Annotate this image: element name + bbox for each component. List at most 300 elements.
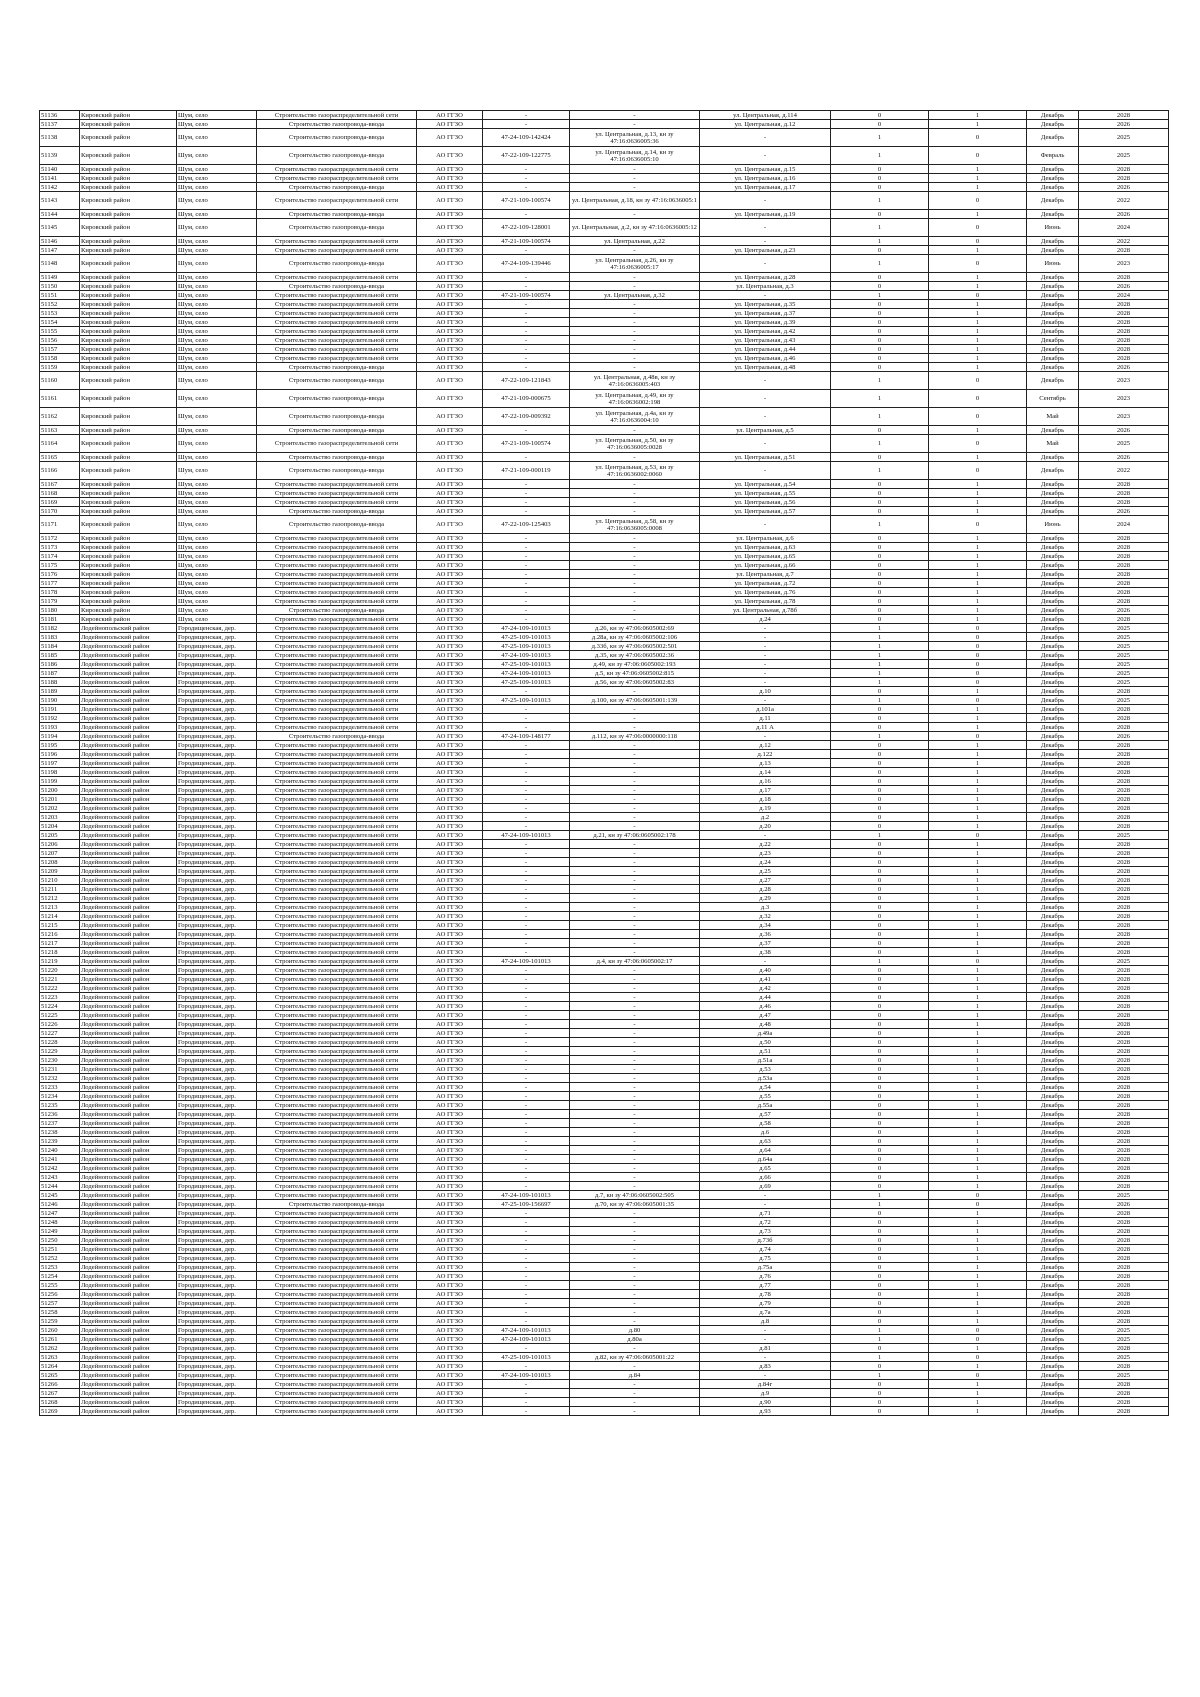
cadastral-address-cell: - (570, 1002, 700, 1011)
year-cell: 2028 (1079, 804, 1169, 813)
year-cell: 2022 (1079, 462, 1169, 480)
month-cell: Декабрь (1027, 705, 1079, 714)
operator-cell: АО ГГЗО (417, 1317, 483, 1326)
table-row (40, 183, 1169, 192)
month-cell: Декабрь (1027, 984, 1079, 993)
contract-cell: - (483, 795, 570, 804)
address-cell: д.9 (700, 1389, 831, 1398)
work-type-cell: Строительство газораспределительной сети (257, 174, 417, 183)
operator-cell: АО ГГЗО (417, 327, 483, 336)
settlement-cell: Городищенская, дер. (177, 975, 257, 984)
address-cell: д.28 (700, 885, 831, 894)
district-cell: Кировский район (80, 363, 177, 372)
work-type-cell: Строительство газораспределительной сети (257, 1047, 417, 1056)
table-row (40, 480, 1169, 489)
month-cell: Декабрь (1027, 1002, 1079, 1011)
work-type-cell: Строительство газораспределительной сети (257, 1371, 417, 1380)
operator-cell: АО ГГЗО (417, 147, 483, 165)
work-type-cell: Строительство газораспределительной сети (257, 192, 417, 210)
operator-cell: АО ГГЗО (417, 930, 483, 939)
work-type-cell: Строительство газораспределительной сети (257, 354, 417, 363)
contract-cell: - (483, 345, 570, 354)
cadastral-address-cell: - (570, 507, 700, 516)
address-cell: д.69 (700, 1182, 831, 1191)
year-cell: 2028 (1079, 1344, 1169, 1353)
cadastral-address-cell: - (570, 1128, 700, 1137)
settlement-cell: Городищенская, дер. (177, 768, 257, 777)
count-b-cell: 0 (929, 642, 1027, 651)
contract-cell: - (483, 1056, 570, 1065)
count-b-cell: 1 (929, 1272, 1027, 1281)
month-cell: Декабрь (1027, 849, 1079, 858)
district-cell: Кировский район (80, 237, 177, 246)
row-number: 51193 (40, 723, 80, 732)
operator-cell: АО ГГЗО (417, 507, 483, 516)
table-row (40, 1317, 1169, 1326)
contract-cell: - (483, 426, 570, 435)
operator-cell: АО ГГЗО (417, 705, 483, 714)
count-a-cell: 0 (831, 912, 929, 921)
count-b-cell: 0 (929, 669, 1027, 678)
address-cell: - (700, 1191, 831, 1200)
month-cell: Декабрь (1027, 1047, 1079, 1056)
cadastral-address-cell: - (570, 1218, 700, 1227)
operator-cell: АО ГГЗО (417, 822, 483, 831)
count-b-cell: 0 (929, 408, 1027, 426)
district-cell: Кировский район (80, 354, 177, 363)
row-number: 51241 (40, 1155, 80, 1164)
year-cell: 2028 (1079, 1047, 1169, 1056)
address-cell: ул. Центральная, д.78б (700, 606, 831, 615)
work-type-cell: Строительство газораспределительной сети (257, 903, 417, 912)
settlement-cell: Городищенская, дер. (177, 930, 257, 939)
row-number: 51188 (40, 678, 80, 687)
row-number: 51180 (40, 606, 80, 615)
operator-cell: АО ГГЗО (417, 1362, 483, 1371)
count-a-cell: 0 (831, 822, 929, 831)
table-row (40, 930, 1169, 939)
count-b-cell: 1 (929, 1362, 1027, 1371)
cadastral-address-cell: д.80а (570, 1335, 700, 1344)
table-row (40, 903, 1169, 912)
contract-cell: - (483, 1281, 570, 1290)
address-cell: - (700, 696, 831, 705)
contract-cell: - (483, 1209, 570, 1218)
year-cell: 2028 (1079, 615, 1169, 624)
district-cell: Кировский район (80, 534, 177, 543)
work-type-cell: Строительство газораспределительной сети (257, 1308, 417, 1317)
row-number: 51267 (40, 1389, 80, 1398)
work-type-cell: Строительство газораспределительной сети (257, 777, 417, 786)
work-type-cell: Строительство газораспределительной сети (257, 1209, 417, 1218)
cadastral-address-cell: - (570, 1182, 700, 1191)
work-type-cell: Строительство газораспределительной сети (257, 1056, 417, 1065)
table-row (40, 1353, 1169, 1362)
settlement-cell: Городищенская, дер. (177, 1173, 257, 1182)
count-a-cell: 1 (831, 1191, 929, 1200)
table-row (40, 1191, 1169, 1200)
year-cell: 2028 (1079, 1092, 1169, 1101)
district-cell: Лодейнопольский район (80, 1335, 177, 1344)
cadastral-address-cell: ул. Центральная, д.48в, кн зу 47:16:0636005:403 (570, 372, 700, 390)
operator-cell: АО ГГЗО (417, 678, 483, 687)
settlement-cell: Городищенская, дер. (177, 633, 257, 642)
cadastral-address-cell: - (570, 867, 700, 876)
contract-cell: - (483, 1308, 570, 1317)
cadastral-address-cell: - (570, 849, 700, 858)
district-cell: Лодейнопольский район (80, 813, 177, 822)
row-number: 51269 (40, 1407, 80, 1416)
district-cell: Лодейнопольский район (80, 723, 177, 732)
district-cell: Лодейнопольский район (80, 1263, 177, 1272)
year-cell: 2028 (1079, 1029, 1169, 1038)
cadastral-address-cell: - (570, 759, 700, 768)
count-b-cell: 1 (929, 579, 1027, 588)
month-cell: Декабрь (1027, 1254, 1079, 1263)
table-row (40, 300, 1169, 309)
work-type-cell: Строительство газораспределительной сети (257, 633, 417, 642)
row-number: 51256 (40, 1290, 80, 1299)
district-cell: Лодейнопольский район (80, 867, 177, 876)
operator-cell: АО ГГЗО (417, 714, 483, 723)
address-cell: - (700, 408, 831, 426)
contract-cell: - (483, 840, 570, 849)
cadastral-address-cell: - (570, 1101, 700, 1110)
district-cell: Кировский район (80, 210, 177, 219)
district-cell: Лодейнопольский район (80, 930, 177, 939)
address-cell: ул. Центральная, д.12 (700, 120, 831, 129)
cadastral-address-cell: - (570, 183, 700, 192)
contract-cell: - (483, 165, 570, 174)
month-cell: Декабрь (1027, 1353, 1079, 1362)
settlement-cell: Городищенская, дер. (177, 840, 257, 849)
count-b-cell: 1 (929, 1020, 1027, 1029)
address-cell: ул. Центральная, д.5 (700, 426, 831, 435)
settlement-cell: Городищенская, дер. (177, 678, 257, 687)
cadastral-address-cell: - (570, 894, 700, 903)
row-number: 51243 (40, 1173, 80, 1182)
contract-cell: - (483, 309, 570, 318)
cadastral-address-cell: - (570, 1281, 700, 1290)
month-cell: Декабрь (1027, 696, 1079, 705)
work-type-cell: Строительство газораспределительной сети (257, 111, 417, 120)
year-cell: 2028 (1079, 588, 1169, 597)
contract-cell: 47-25-109-101013 (483, 660, 570, 669)
table-row (40, 1047, 1169, 1056)
count-b-cell: 1 (929, 480, 1027, 489)
work-type-cell: Строительство газопровода-ввода (257, 732, 417, 741)
table-row (40, 1371, 1169, 1380)
count-a-cell: 0 (831, 606, 929, 615)
count-b-cell: 1 (929, 489, 1027, 498)
table-row (40, 741, 1169, 750)
settlement-cell: Городищенская, дер. (177, 1236, 257, 1245)
district-cell: Кировский район (80, 615, 177, 624)
count-b-cell: 1 (929, 1317, 1027, 1326)
cadastral-address-cell: - (570, 579, 700, 588)
settlement-cell: Городищенская, дер. (177, 912, 257, 921)
settlement-cell: Городищенская, дер. (177, 1191, 257, 1200)
count-b-cell: 1 (929, 300, 1027, 309)
month-cell: Декабрь (1027, 273, 1079, 282)
operator-cell: АО ГГЗО (417, 921, 483, 930)
operator-cell: АО ГГЗО (417, 1137, 483, 1146)
cadastral-address-cell: ул. Центральная, д.58, кн зу 47:16:0636005:0008 (570, 516, 700, 534)
month-cell: Декабрь (1027, 480, 1079, 489)
contract-cell: - (483, 1083, 570, 1092)
month-cell: Декабрь (1027, 921, 1079, 930)
operator-cell: АО ГГЗО (417, 1038, 483, 1047)
operator-cell: АО ГГЗО (417, 336, 483, 345)
settlement-cell: Городищенская, дер. (177, 723, 257, 732)
cadastral-address-cell: - (570, 561, 700, 570)
table-row (40, 624, 1169, 633)
count-b-cell: 1 (929, 849, 1027, 858)
contract-cell: - (483, 768, 570, 777)
work-type-cell: Строительство газораспределительной сети (257, 1074, 417, 1083)
month-cell: Декабрь (1027, 1155, 1079, 1164)
year-cell: 2028 (1079, 1020, 1169, 1029)
table-row (40, 1020, 1169, 1029)
contract-cell: 47-25-109-101013 (483, 678, 570, 687)
address-cell: ул. Центральная, д.43 (700, 336, 831, 345)
district-cell: Кировский район (80, 498, 177, 507)
cadastral-address-cell: - (570, 1038, 700, 1047)
operator-cell: АО ГГЗО (417, 1335, 483, 1344)
count-a-cell: 0 (831, 723, 929, 732)
contract-cell: - (483, 1128, 570, 1137)
cadastral-address-cell: - (570, 1173, 700, 1182)
operator-cell: АО ГГЗО (417, 282, 483, 291)
row-number: 51190 (40, 696, 80, 705)
row-number: 51245 (40, 1191, 80, 1200)
count-b-cell: 0 (929, 291, 1027, 300)
district-cell: Лодейнопольский район (80, 1011, 177, 1020)
count-b-cell: 1 (929, 876, 1027, 885)
table-row (40, 255, 1169, 273)
work-type-cell: Строительство газораспределительной сети (257, 1083, 417, 1092)
contract-cell: 47-25-109-101013 (483, 1353, 570, 1362)
contract-cell: - (483, 588, 570, 597)
cadastral-address-cell: - (570, 1110, 700, 1119)
cadastral-address-cell: д.80 (570, 1326, 700, 1335)
table-row (40, 192, 1169, 210)
district-cell: Лодейнопольский район (80, 1254, 177, 1263)
table-row (40, 210, 1169, 219)
work-type-cell: Строительство газораспределительной сети (257, 759, 417, 768)
settlement-cell: Шум, село (177, 435, 257, 453)
cadastral-address-cell: - (570, 498, 700, 507)
year-cell: 2028 (1079, 561, 1169, 570)
table-row (40, 1389, 1169, 1398)
year-cell: 2028 (1079, 1083, 1169, 1092)
count-b-cell: 1 (929, 1038, 1027, 1047)
contract-cell: - (483, 282, 570, 291)
row-number: 51266 (40, 1380, 80, 1389)
district-cell: Лодейнопольский район (80, 1029, 177, 1038)
district-cell: Лодейнопольский район (80, 912, 177, 921)
count-a-cell: 0 (831, 1299, 929, 1308)
row-number: 51200 (40, 786, 80, 795)
cadastral-address-cell: - (570, 318, 700, 327)
count-a-cell: 0 (831, 615, 929, 624)
row-number: 51205 (40, 831, 80, 840)
year-cell: 2028 (1079, 768, 1169, 777)
year-cell: 2025 (1079, 696, 1169, 705)
work-type-cell: Строительство газораспределительной сети (257, 300, 417, 309)
row-number: 51202 (40, 804, 80, 813)
operator-cell: АО ГГЗО (417, 957, 483, 966)
contract-cell: - (483, 1380, 570, 1389)
count-b-cell: 1 (929, 1110, 1027, 1119)
month-cell: Декабрь (1027, 750, 1079, 759)
year-cell: 2028 (1079, 1137, 1169, 1146)
address-cell: ул. Центральная, д.114 (700, 111, 831, 120)
contract-cell: - (483, 480, 570, 489)
year-cell: 2028 (1079, 849, 1169, 858)
operator-cell: АО ГГЗО (417, 633, 483, 642)
address-cell: - (700, 642, 831, 651)
cadastral-address-cell: д.56, кн зу 47:06:0605002:83 (570, 678, 700, 687)
address-cell: - (700, 1353, 831, 1362)
cadastral-address-cell: - (570, 111, 700, 120)
settlement-cell: Городищенская, дер. (177, 1110, 257, 1119)
table-row (40, 1227, 1169, 1236)
count-b-cell: 0 (929, 219, 1027, 237)
operator-cell: АО ГГЗО (417, 795, 483, 804)
count-b-cell: 0 (929, 696, 1027, 705)
settlement-cell: Шум, село (177, 255, 257, 273)
operator-cell: АО ГГЗО (417, 1173, 483, 1182)
count-b-cell: 1 (929, 354, 1027, 363)
work-type-cell: Строительство газопровода-ввода (257, 129, 417, 147)
row-number: 51151 (40, 291, 80, 300)
address-cell: д.22 (700, 840, 831, 849)
month-cell: Июнь (1027, 516, 1079, 534)
year-cell: 2026 (1079, 210, 1169, 219)
district-cell: Кировский район (80, 129, 177, 147)
row-number: 51223 (40, 993, 80, 1002)
table-row (40, 1056, 1169, 1065)
settlement-cell: Городищенская, дер. (177, 831, 257, 840)
month-cell: Май (1027, 408, 1079, 426)
address-cell: - (700, 957, 831, 966)
address-cell: ул. Центральная, д.37 (700, 309, 831, 318)
district-cell: Кировский район (80, 390, 177, 408)
work-type-cell: Строительство газораспределительной сети (257, 1191, 417, 1200)
table-row (40, 1038, 1169, 1047)
district-cell: Лодейнопольский район (80, 1056, 177, 1065)
settlement-cell: Шум, село (177, 480, 257, 489)
row-number: 51144 (40, 210, 80, 219)
count-b-cell: 1 (929, 1029, 1027, 1038)
contract-cell: - (483, 786, 570, 795)
month-cell: Декабрь (1027, 597, 1079, 606)
count-b-cell: 1 (929, 1101, 1027, 1110)
operator-cell: АО ГГЗО (417, 903, 483, 912)
cadastral-address-cell: - (570, 1137, 700, 1146)
row-number: 51149 (40, 273, 80, 282)
year-cell: 2028 (1079, 498, 1169, 507)
count-a-cell: 0 (831, 813, 929, 822)
year-cell: 2028 (1079, 1065, 1169, 1074)
cadastral-address-cell: д.100, кн зу 47:06:0605001:139 (570, 696, 700, 705)
address-cell: ул. Центральная, д.6 (700, 534, 831, 543)
district-cell: Лодейнопольский район (80, 1245, 177, 1254)
count-b-cell: 1 (929, 1074, 1027, 1083)
month-cell: Декабрь (1027, 858, 1079, 867)
count-b-cell: 1 (929, 1398, 1027, 1407)
count-b-cell: 0 (929, 651, 1027, 660)
row-number: 51251 (40, 1245, 80, 1254)
settlement-cell: Городищенская, дер. (177, 1164, 257, 1173)
address-cell: д.73б (700, 1236, 831, 1245)
year-cell: 2025 (1079, 1326, 1169, 1335)
month-cell: Декабрь (1027, 1128, 1079, 1137)
row-number: 51210 (40, 876, 80, 885)
contract-cell: - (483, 543, 570, 552)
month-cell: Декабрь (1027, 1218, 1079, 1227)
year-cell: 2023 (1079, 255, 1169, 273)
count-a-cell: 0 (831, 363, 929, 372)
row-number: 51215 (40, 921, 80, 930)
row-number: 51259 (40, 1317, 80, 1326)
contract-cell: - (483, 1164, 570, 1173)
month-cell: Декабрь (1027, 1362, 1079, 1371)
operator-cell: АО ГГЗО (417, 237, 483, 246)
count-a-cell: 0 (831, 759, 929, 768)
district-cell: Лодейнопольский район (80, 759, 177, 768)
settlement-cell: Шум, село (177, 507, 257, 516)
count-b-cell: 1 (929, 1137, 1027, 1146)
cadastral-address-cell: - (570, 309, 700, 318)
cadastral-address-cell: ул. Центральная, д.18, кн зу 47:16:0636005:1 (570, 192, 700, 210)
row-number: 51246 (40, 1200, 80, 1209)
operator-cell: АО ГГЗО (417, 1119, 483, 1128)
table-row (40, 174, 1169, 183)
table-row (40, 534, 1169, 543)
address-cell: - (700, 291, 831, 300)
table-row (40, 579, 1169, 588)
year-cell: 2028 (1079, 966, 1169, 975)
work-type-cell: Строительство газораспределительной сети (257, 867, 417, 876)
count-b-cell: 1 (929, 930, 1027, 939)
work-type-cell: Строительство газораспределительной сети (257, 957, 417, 966)
count-a-cell: 0 (831, 993, 929, 1002)
operator-cell: АО ГГЗО (417, 1254, 483, 1263)
address-cell: - (700, 390, 831, 408)
cadastral-address-cell: д.26, кн зу 47:06:0605002:69 (570, 624, 700, 633)
settlement-cell: Городищенская, дер. (177, 858, 257, 867)
count-b-cell: 1 (929, 561, 1027, 570)
operator-cell: АО ГГЗО (417, 1227, 483, 1236)
row-number: 51196 (40, 750, 80, 759)
month-cell: Декабрь (1027, 1029, 1079, 1038)
work-type-cell: Строительство газораспределительной сети (257, 435, 417, 453)
row-number: 51252 (40, 1254, 80, 1263)
count-b-cell: 1 (929, 1119, 1027, 1128)
month-cell: Декабрь (1027, 1236, 1079, 1245)
count-a-cell: 0 (831, 1038, 929, 1047)
address-cell: - (700, 516, 831, 534)
count-b-cell: 0 (929, 255, 1027, 273)
table-row (40, 1155, 1169, 1164)
month-cell: Декабрь (1027, 732, 1079, 741)
row-number: 51141 (40, 174, 80, 183)
cadastral-address-cell: - (570, 453, 700, 462)
count-b-cell: 1 (929, 1155, 1027, 1164)
cadastral-address-cell: - (570, 588, 700, 597)
